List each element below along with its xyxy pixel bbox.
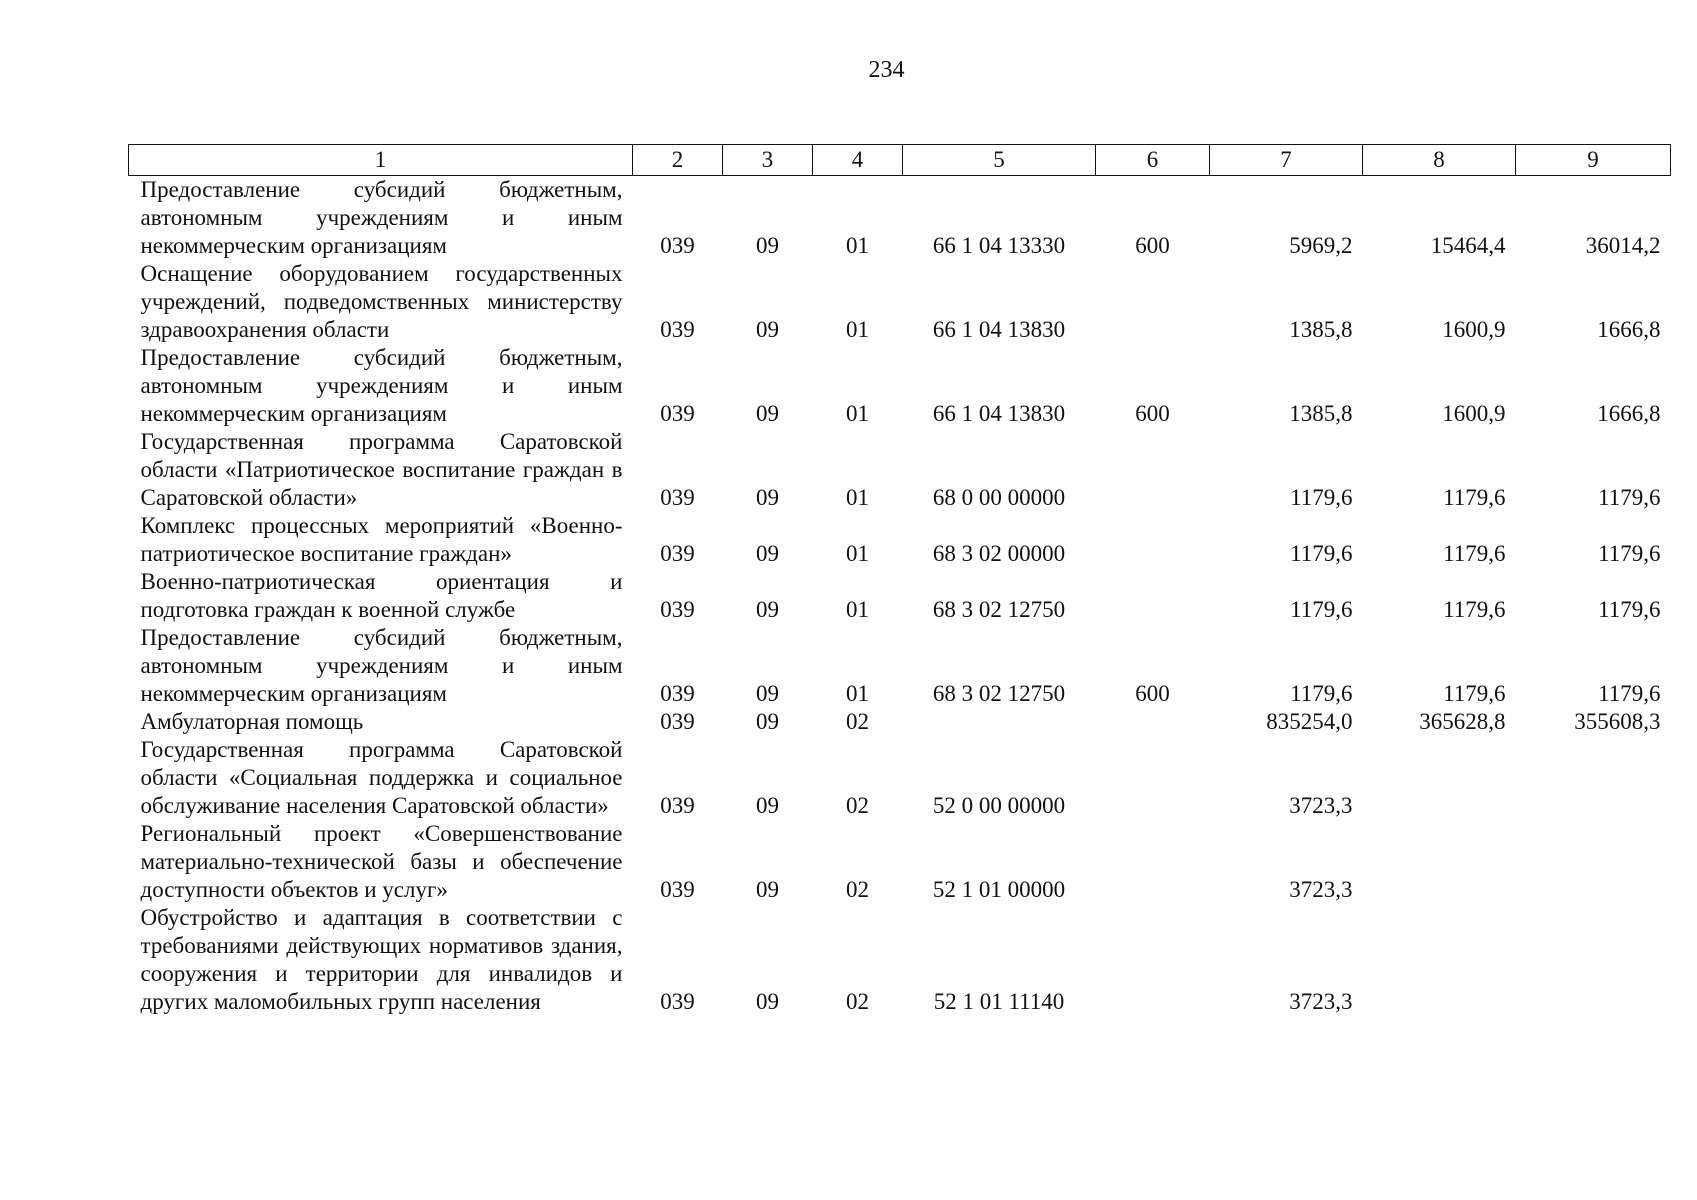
- row-target-article-code: 52 0 00 00000: [932, 793, 1066, 818]
- row-expense-type-code: [1096, 260, 1210, 344]
- row-subsection-code: 01: [846, 233, 869, 258]
- row-description: Предоставление субсидий бюджетным, автономным учреждениям и иным некоммерческим организациям: [140, 345, 623, 426]
- row-amount-col9: [1516, 904, 1671, 1016]
- row-description: Комплекс процессных мероприятий «Военно-патриотическое воспитание граждан»: [140, 513, 623, 566]
- row-amount-col7: 1385,8: [1289, 317, 1353, 342]
- row-amount-col9: [1516, 820, 1671, 904]
- row-ministry-code: 039: [660, 401, 695, 426]
- row-subsection-code: 02: [846, 793, 869, 818]
- row-subsection-code: 01: [846, 597, 869, 622]
- row-expense-type-code: [1096, 708, 1210, 736]
- row-subsection-code: 01: [846, 681, 869, 706]
- row-description: Региональный проект «Совершенствование материально-технической базы и обеспечение доступности объектов и услуг»: [140, 821, 623, 902]
- page-number: 234: [868, 57, 905, 83]
- row-amount-col9: 1179,6: [1598, 541, 1661, 566]
- table-row: [129, 260, 1671, 344]
- row-amount-col7: 1179,6: [1290, 681, 1353, 706]
- row-description: Военно-патриотическая ориентация и подготовка граждан к военной службе: [140, 569, 623, 622]
- row-subsection-code: 01: [846, 485, 869, 510]
- header-col-7: 7: [1210, 145, 1363, 176]
- row-expense-type-code: 600: [1135, 401, 1170, 426]
- row-amount-col9: 1666,8: [1597, 401, 1661, 426]
- row-section-code: 09: [756, 989, 779, 1014]
- row-subsection-code: 02: [846, 877, 869, 902]
- header-col-1: 1: [129, 145, 633, 176]
- row-section-code: 09: [756, 597, 779, 622]
- row-section-code: 09: [756, 485, 779, 510]
- row-amount-col7: 835254,0: [1266, 709, 1353, 734]
- row-expense-type-code: [1096, 736, 1210, 820]
- row-amount-col8: 1179,6: [1443, 681, 1506, 706]
- row-ministry-code: 039: [660, 317, 695, 342]
- header-col-9: 9: [1516, 145, 1671, 176]
- row-section-code: 09: [756, 877, 779, 902]
- row-section-code: 09: [756, 541, 779, 566]
- row-ministry-code: 039: [660, 877, 695, 902]
- table-row: [129, 624, 1671, 708]
- row-ministry-code: 039: [660, 681, 695, 706]
- header-col-6: 6: [1096, 145, 1210, 176]
- row-target-article-code: 68 0 00 00000: [932, 485, 1066, 510]
- row-expense-type-code: 600: [1135, 233, 1170, 258]
- row-target-article-code: [903, 708, 1096, 736]
- row-target-article-code: 68 3 02 00000: [932, 541, 1066, 566]
- row-amount-col7: 3723,3: [1289, 877, 1353, 902]
- row-target-article-code: 66 1 04 13830: [932, 317, 1066, 342]
- row-subsection-code: 01: [846, 541, 869, 566]
- row-amount-col9: 1179,6: [1598, 681, 1661, 706]
- header-col-4: 4: [813, 145, 903, 176]
- row-subsection-code: 01: [846, 401, 869, 426]
- row-description: Оснащение оборудованием государственных учреждений, подведомственных министерству здравоохранения области: [140, 261, 623, 342]
- table-body: [129, 176, 1671, 1017]
- budget-table: [128, 144, 1671, 1016]
- row-amount-col9: [1516, 736, 1671, 820]
- row-ministry-code: 039: [660, 709, 695, 734]
- row-subsection-code: 01: [846, 317, 869, 342]
- row-target-article-code: 68 3 02 12750: [932, 681, 1066, 706]
- row-amount-col9: 1179,6: [1598, 597, 1661, 622]
- row-target-article-code: 68 3 02 12750: [932, 597, 1066, 622]
- row-amount-col8: [1363, 736, 1516, 820]
- row-amount-col7: 1179,6: [1290, 541, 1353, 566]
- row-description: Обустройство и адаптация в соответствии с требованиями действующих нормативов здания, сооружения и территории для инвалидов и других маломобильных групп населения: [140, 905, 623, 1014]
- header-row: [129, 145, 1671, 176]
- row-section-code: 09: [756, 709, 779, 734]
- row-section-code: 09: [756, 401, 779, 426]
- header-col-3: 3: [723, 145, 813, 176]
- table-row: [129, 708, 1671, 736]
- table-row: [129, 344, 1671, 428]
- row-amount-col7: 5969,2: [1289, 233, 1353, 258]
- table-row: [129, 176, 1671, 261]
- row-amount-col7: 1385,8: [1289, 401, 1353, 426]
- row-amount-col9: 36014,2: [1585, 233, 1661, 258]
- row-ministry-code: 039: [660, 597, 695, 622]
- header-col-8: 8: [1363, 145, 1516, 176]
- row-amount-col8: [1363, 820, 1516, 904]
- row-section-code: 09: [756, 317, 779, 342]
- row-amount-col8: 365628,8: [1419, 709, 1506, 734]
- row-target-article-code: 52 1 01 11140: [933, 989, 1065, 1014]
- row-expense-type-code: [1096, 568, 1210, 624]
- row-target-article-code: 66 1 04 13330: [932, 233, 1066, 258]
- row-ministry-code: 039: [660, 989, 695, 1014]
- row-expense-type-code: [1096, 512, 1210, 568]
- table-row: [129, 428, 1671, 512]
- row-amount-col9: 355608,3: [1574, 709, 1661, 734]
- row-expense-type-code: 600: [1135, 681, 1170, 706]
- row-target-article-code: 52 1 01 00000: [932, 877, 1066, 902]
- row-ministry-code: 039: [660, 541, 695, 566]
- row-description: Амбулаторная помощь: [140, 709, 364, 734]
- row-description: Предоставление субсидий бюджетным, автономным учреждениям и иным некоммерческим организациям: [140, 177, 623, 258]
- row-amount-col8: [1363, 904, 1516, 1016]
- row-expense-type-code: [1096, 820, 1210, 904]
- row-amount-col8: 1179,6: [1443, 485, 1506, 510]
- row-amount-col9: 1666,8: [1597, 317, 1661, 342]
- row-section-code: 09: [756, 793, 779, 818]
- header-col-5: 5: [903, 145, 1096, 176]
- row-target-article-code: 66 1 04 13830: [932, 401, 1066, 426]
- table-row: [129, 820, 1671, 904]
- row-subsection-code: 02: [846, 989, 869, 1014]
- row-amount-col8: 1600,9: [1442, 401, 1506, 426]
- row-amount-col8: 15464,4: [1430, 233, 1506, 258]
- row-subsection-code: 02: [846, 709, 869, 734]
- table-row: [129, 736, 1671, 820]
- row-amount-col7: 3723,3: [1289, 793, 1353, 818]
- row-expense-type-code: [1096, 428, 1210, 512]
- row-ministry-code: 039: [660, 793, 695, 818]
- table-header: [129, 145, 1671, 176]
- row-description: Государственная программа Саратовской области «Патриотическое воспитание граждан в Саратовской области»: [140, 429, 623, 510]
- row-amount-col7: 1179,6: [1290, 485, 1353, 510]
- row-section-code: 09: [756, 233, 779, 258]
- row-amount-col7: 3723,3: [1289, 989, 1353, 1014]
- header-col-2: 2: [633, 145, 723, 176]
- table-row: [129, 904, 1671, 1016]
- row-amount-col9: 1179,6: [1598, 485, 1661, 510]
- table-row: [129, 568, 1671, 624]
- row-ministry-code: 039: [660, 233, 695, 258]
- row-amount-col7: 1179,6: [1290, 597, 1353, 622]
- row-description: Государственная программа Саратовской области «Социальная поддержка и социальное обслуживание населения Саратовской области»: [140, 737, 623, 818]
- row-ministry-code: 039: [660, 485, 695, 510]
- row-amount-col8: 1179,6: [1443, 597, 1506, 622]
- row-amount-col8: 1179,6: [1443, 541, 1506, 566]
- row-amount-col8: 1600,9: [1442, 317, 1506, 342]
- table-row: [129, 512, 1671, 568]
- row-expense-type-code: [1096, 904, 1210, 1016]
- row-description: Предоставление субсидий бюджетным, автономным учреждениям и иным некоммерческим организациям: [140, 625, 623, 706]
- row-section-code: 09: [756, 681, 779, 706]
